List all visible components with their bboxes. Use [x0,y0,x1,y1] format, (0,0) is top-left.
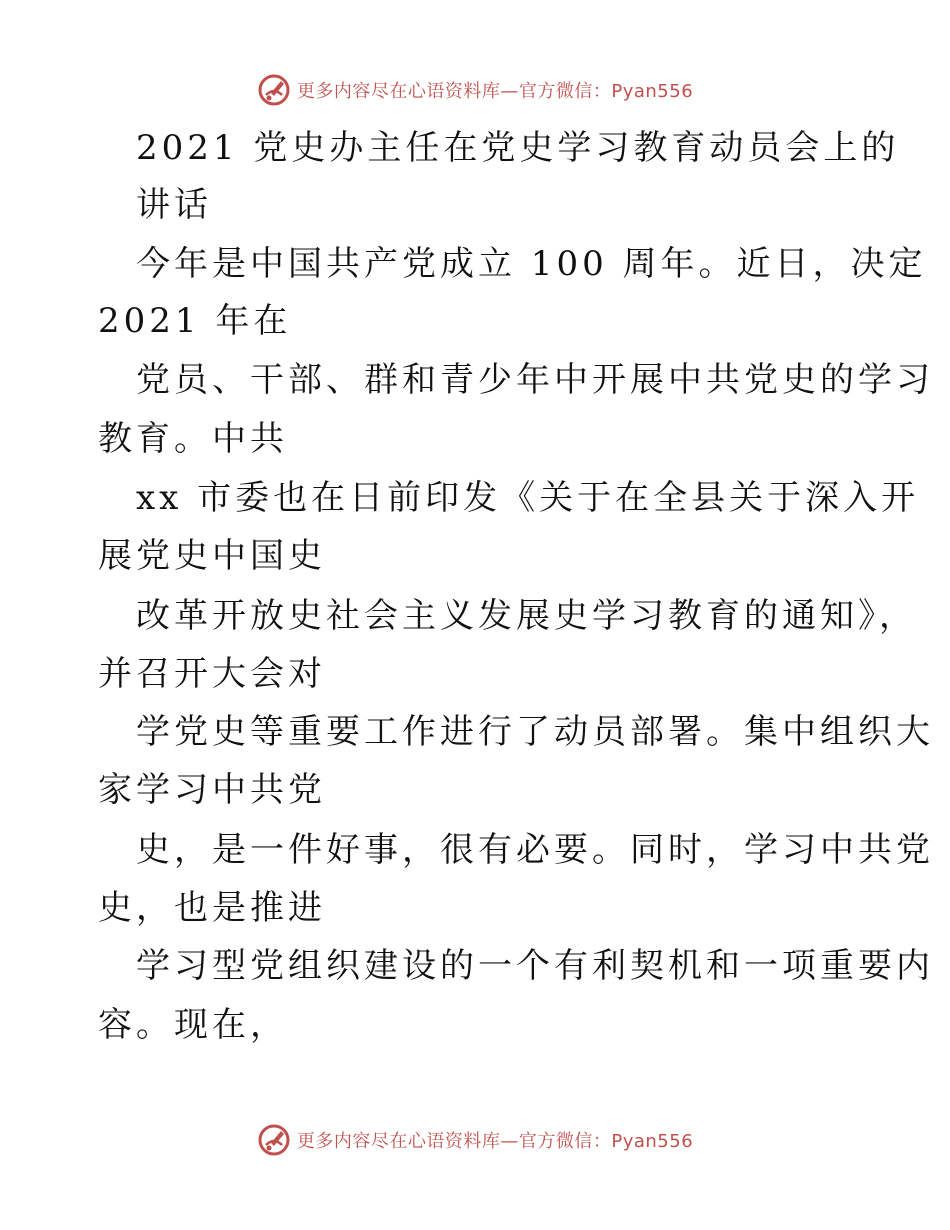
watermark-text: 更多内容尽在心语资料库—官方微信：Pyan556 [296,1131,694,1152]
text-line: 史，是一件好事，很有必要。同时，学习中共党 [136,830,934,870]
text-line: 改革开放史社会主义发展史学习教育的通知》， [136,596,917,636]
book-pen-logo-icon [257,1123,291,1157]
text-line: 家学习中共党 [98,770,326,810]
text-line: 展党史中国史 [98,536,326,576]
book-pen-logo-icon [257,73,291,107]
text-line: 党员、干部、群和青少年中开展中共党史的学习 [136,360,934,400]
text-line: 容。现在， [98,1005,288,1045]
text-line: 今年是中国共产党成立 100 周年。近日，决定 [136,244,927,284]
header-watermark [0,70,950,110]
text-line: 并召开大会对 [98,654,326,694]
text-line: 史，也是推进 [98,888,326,928]
text-line: 讲话 [136,185,212,225]
text-line: 教育。中共 [98,419,288,459]
footer-watermark [0,1120,950,1160]
text-line: xx 市委也在日前印发《关于在全县关于深入开 [136,478,920,518]
text-line: 学习型党组织建设的一个有利契机和一项重要内 [136,946,934,986]
watermark-text: 更多内容尽在心语资料库—官方微信：Pyan556 [296,81,694,102]
text-line: 学党史等重要工作进行了动员部署。集中组织大 [136,712,934,752]
text-line: 2021 年在 [98,301,292,341]
text-line: 2021 党史办主任在党史学习教育动员会上的 [136,128,900,168]
